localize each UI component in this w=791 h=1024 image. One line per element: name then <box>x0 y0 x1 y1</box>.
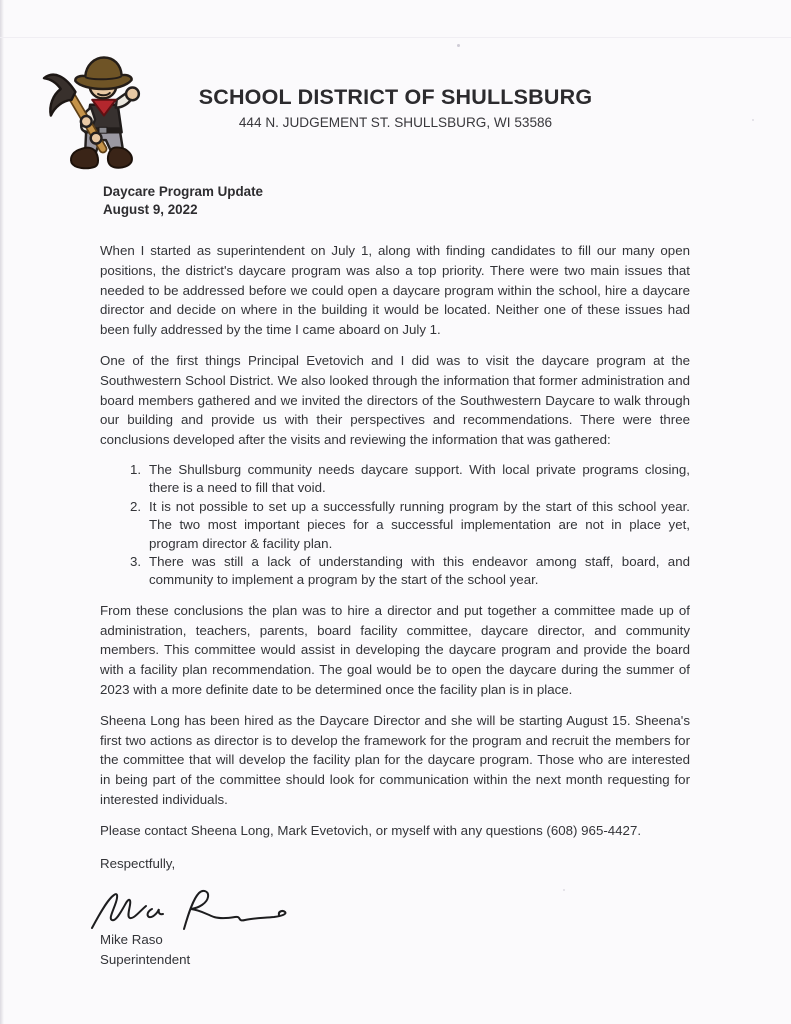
paragraph-director: Sheena Long has been hired as the Daycare Director and she will be starting August 15. Sheena's first two actions as director is to develop the framework for the program and recruit the members for the committee that will develop the facility plan for the daycare program. Those who are interested in being part of the committee should look for communication within the next month requesting for interested individuals. <box>100 712 690 807</box>
handwritten-signature-icon <box>88 884 318 936</box>
list-item-text: It is not possible to set up a successfully running program by the start of this school year. The two most important pieces for a successful implementation are not in place yet, program director & facility plan. <box>149 498 690 551</box>
list-item-text: The Shullsburg community needs daycare support. With local private programs closing, there is a need to fill that void. <box>149 461 690 496</box>
list-number: 1. <box>130 461 142 477</box>
school-address: 444 N. JUDGEMENT ST. SHULLSBURG, WI 53586 <box>238 115 553 130</box>
subject-title: Daycare Program Update <box>103 184 264 199</box>
closing-block <box>100 854 690 970</box>
conclusions-list <box>100 461 690 590</box>
school-name: SCHOOL DISTRICT OF SHULLSBURG <box>198 85 593 109</box>
signature <box>88 884 690 930</box>
list-item-text: There was still a lack of understanding with this endeavor among staff, board, and community to implement a program by the start of the school year. <box>149 554 690 588</box>
list-item <box>100 553 690 590</box>
signer-name: Mike Raso <box>100 932 163 948</box>
signer-title: Superintendent <box>100 952 191 968</box>
list-number: 3. <box>130 554 142 569</box>
letterhead <box>0 85 791 130</box>
paragraph-visits: One of the first things Principal Evetovich and I did was to visit the daycare program at the Southwestern School District. We also looked through the information that former administration and board members gathered and we invited the directors of the Southwestern Daycare to walk through our building and provide us with their perspectives and recommendations. There were three conclusions developed after the visits and reviewing the information that was gathered: <box>100 352 690 448</box>
scan-edge-shadow <box>0 0 4 1024</box>
letter-body <box>100 241 690 970</box>
list-number: 2. <box>130 498 142 514</box>
list-item <box>100 461 690 498</box>
subject-date: August 9, 2022 <box>103 201 198 217</box>
scan-speck <box>457 44 460 47</box>
paragraph-plan: From these conclusions the plan was to hire a director and put together a committee made up of administration, teachers, parents, board facility committee, daycare director, and community members. This committee would assist in developing the daycare program and provide the board with a facility plan recommendation. The goal would be to open the daycare during the summer of 2023 with a more definite date to be determined once the facility plan is in place. <box>100 602 690 697</box>
closing-salutation: Respectfully, <box>100 855 176 871</box>
paragraph-intro: When I started as superintendent on July 1, along with finding candidates to fill our many open positions, the district's daycare program was also a top priority. There were two main issues that needed to be addressed before we could open a daycare program within the school, hire a daycare director and decide on where in the building it would be located. Neither one of these issues had been fully addressed by the time I came aboard on July 1. <box>100 243 690 338</box>
scan-artifact-line <box>0 37 791 38</box>
subject-block <box>103 183 263 218</box>
contact-line: Please contact Sheena Long, Mark Evetovich, or myself with any questions (608) 965-4427. <box>100 822 642 838</box>
list-item <box>100 498 690 553</box>
